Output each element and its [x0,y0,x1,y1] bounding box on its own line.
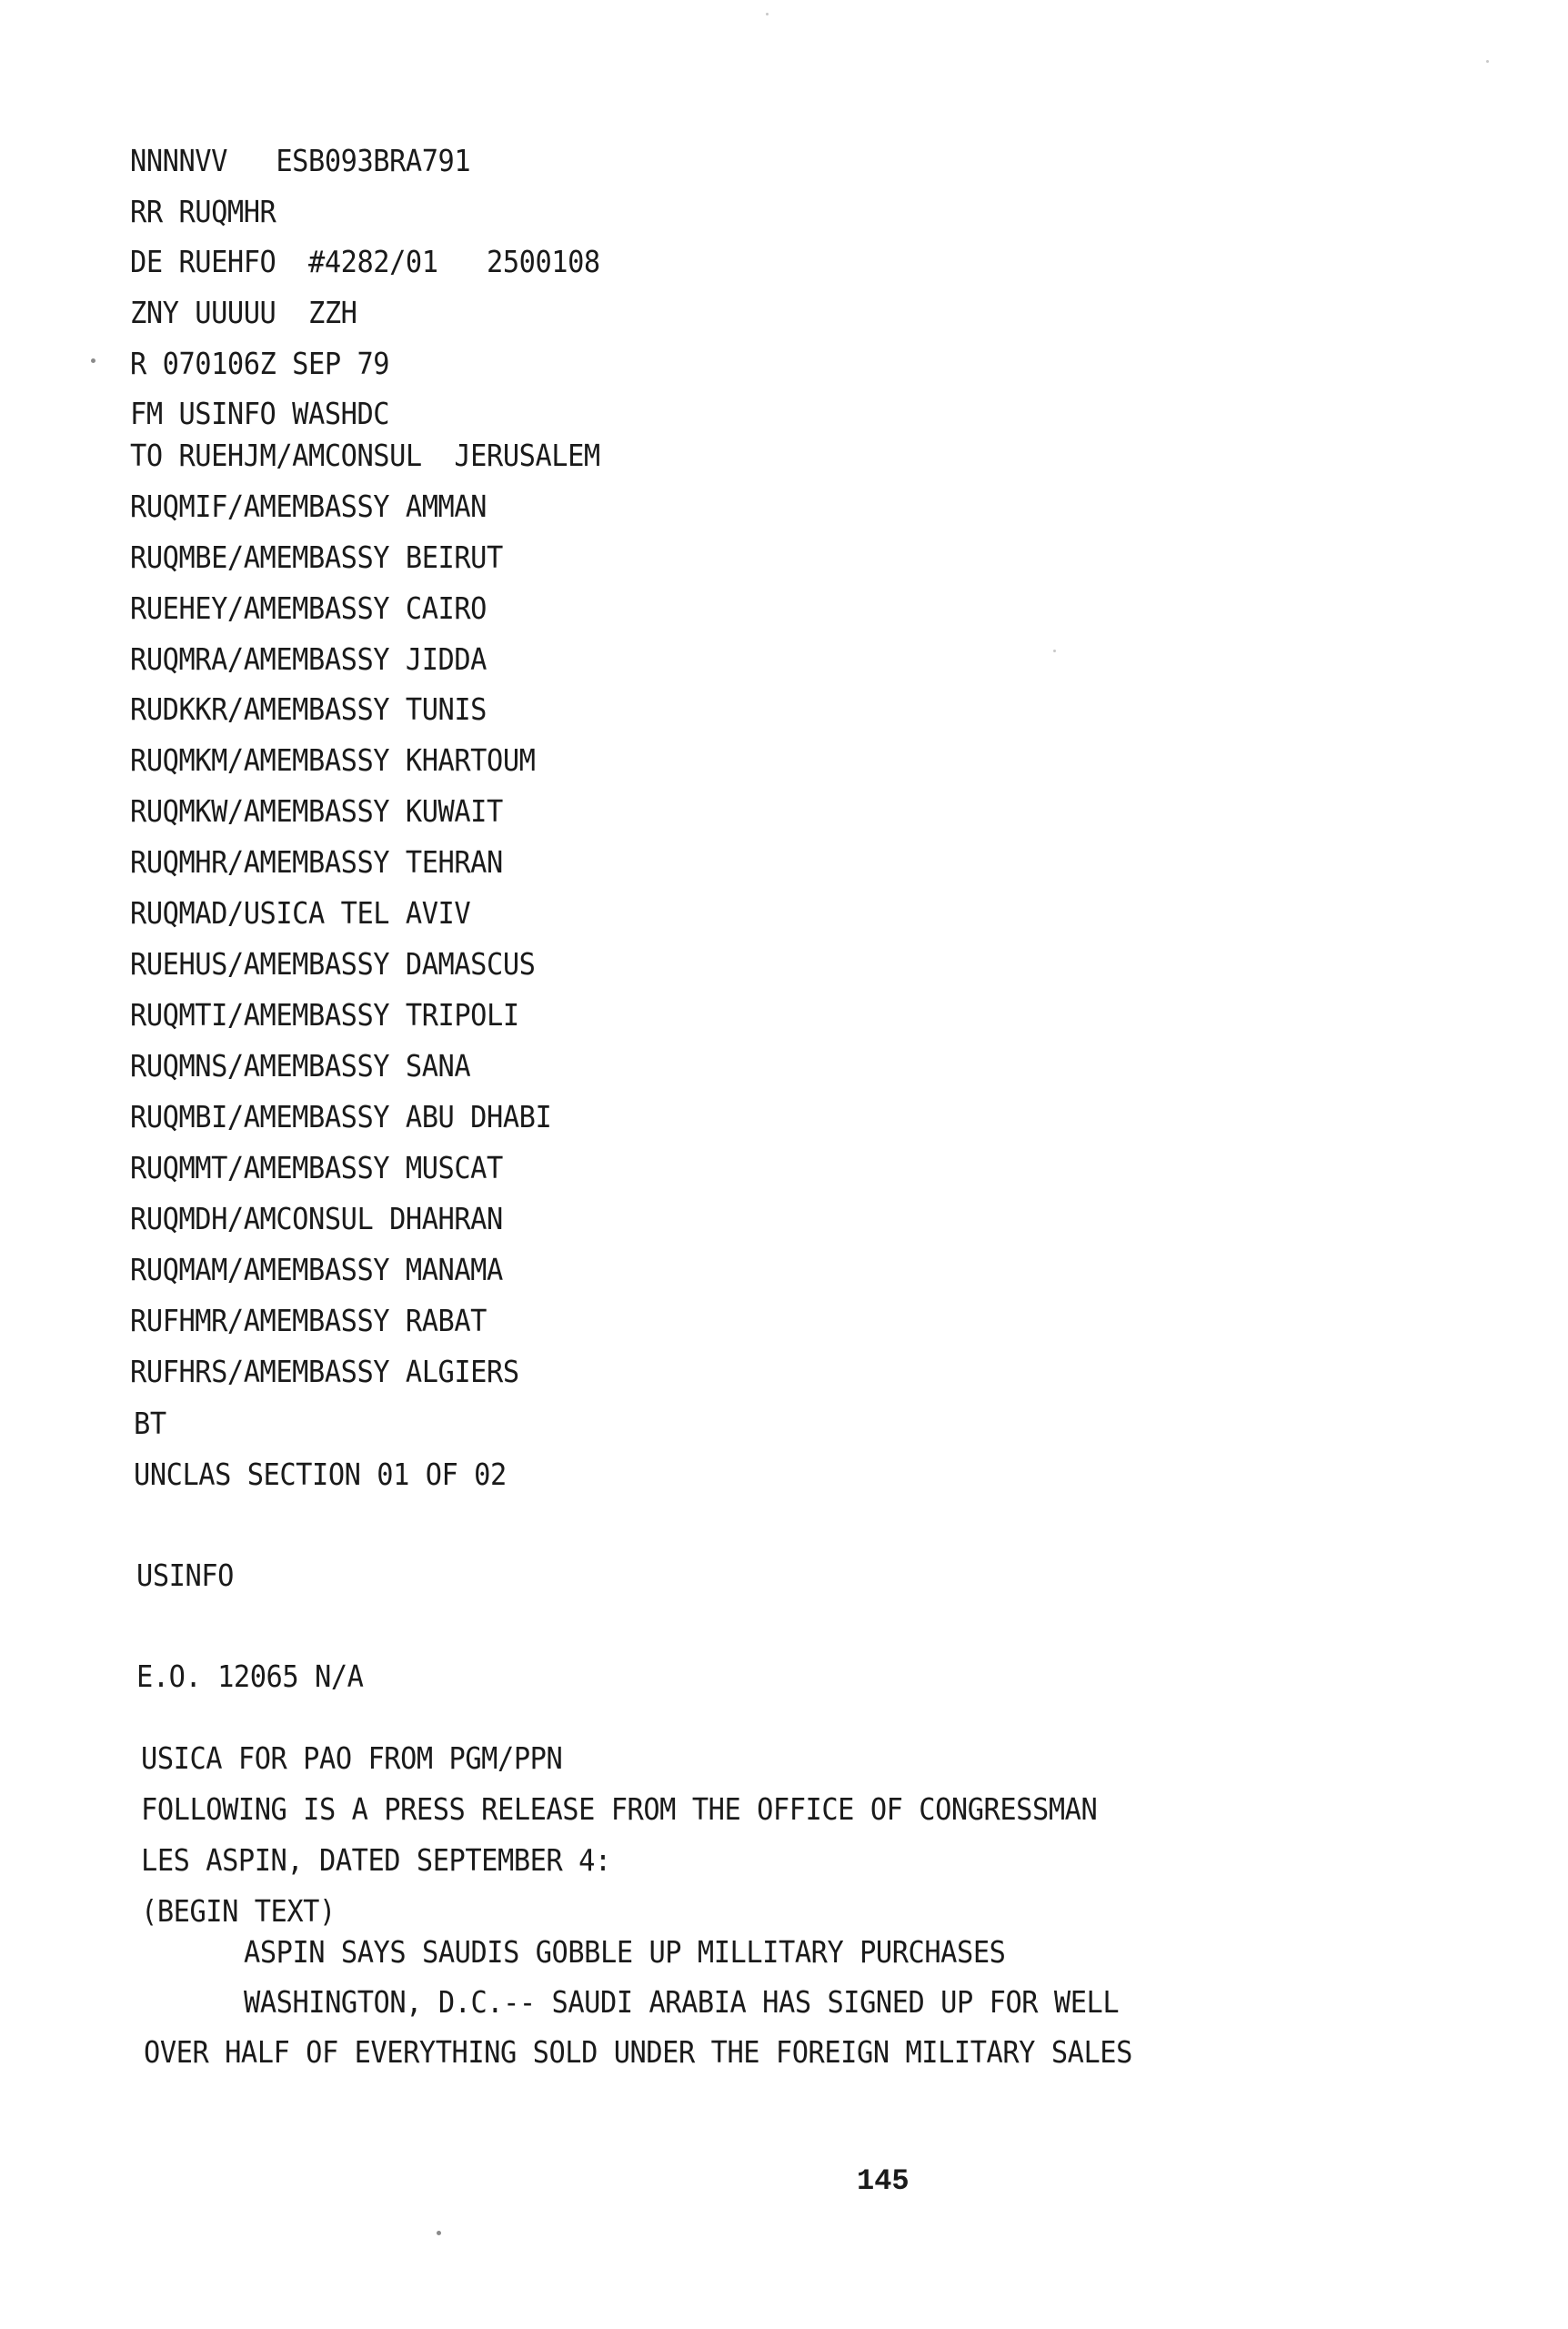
addressee-line: RUQMIF/AMEMBASSY AMMAN [130,489,487,524]
body-line-1: USICA FOR PAO FROM PGM/PPN [141,1740,563,1776]
addressee-line: RUQMAM/AMEMBASSY MANAMA [130,1252,503,1287]
addressee-line: RUQMNS/AMEMBASSY SANA [130,1048,471,1084]
scan-speck [437,2231,441,2235]
addressee-line: RUQMMT/AMEMBASSY MUSCAT [130,1150,503,1185]
paragraph-line-1: WASHINGTON, D.C.-- SAUDI ARABIA HAS SIGNED UP FOR WELL [244,1984,1120,2020]
bt-marker: BT [134,1406,166,1441]
routing-line-2: RR RUQMHR [130,194,276,229]
addressee-line: RUQMDH/AMCONSUL DHAHRAN [130,1201,503,1236]
from-line: FM USINFO WASHDC [130,396,390,431]
addressee-line: RUEHUS/AMEMBASSY DAMASCUS [130,946,536,982]
paragraph-line-2: OVER HALF OF EVERYTHING SOLD UNDER THE FOREIGN MILITARY SALES [144,2034,1132,2070]
press-release-headline: ASPIN SAYS SAUDIS GOBBLE UP MILLITARY PURCHASES [244,1934,1006,1970]
addressee-line: RUQMRA/AMEMBASSY JIDDA [130,641,487,677]
addressee-line: RUQMKM/AMEMBASSY KHARTOUM [130,742,536,778]
scan-speck [1053,650,1056,652]
eo-line: E.O. 12065 N/A [136,1659,364,1694]
addressee-line: RUQMHR/AMEMBASSY TEHRAN [130,844,503,880]
addressee-line: RUFHRS/AMEMBASSY ALGIERS [130,1354,519,1389]
addressee-line: RUQMKW/AMEMBASSY KUWAIT [130,793,503,829]
body-line-2: FOLLOWING IS A PRESS RELEASE FROM THE OFFICE OF CONGRESSMAN [141,1791,1098,1827]
body-line-3: LES ASPIN, DATED SEPTEMBER 4: [141,1842,611,1878]
page-number: 145 [857,2164,910,2198]
addressee-line: RUFHMR/AMEMBASSY RABAT [130,1303,487,1338]
addressee-line: RUQMBI/AMEMBASSY ABU DHABI [130,1099,552,1134]
routing-line-3: DE RUEHFO #4282/01 2500108 [130,244,600,279]
addressee-line: RUDKKR/AMEMBASSY TUNIS [130,691,487,727]
addressee-line: RUQMAD/USICA TEL AVIV [130,895,471,931]
usinfo-line: USINFO [136,1558,234,1593]
begin-text-marker: (BEGIN TEXT) [141,1893,336,1929]
classification-line: UNCLAS SECTION 01 OF 02 [134,1457,507,1492]
to-line: TO RUEHJM/AMCONSUL JERUSALEM [130,438,600,473]
addressee-line: RUEHEY/AMEMBASSY CAIRO [130,590,487,626]
routing-line-4: ZNY UUUUU ZZH [130,295,357,330]
scan-speck [1486,60,1489,63]
scan-speck [766,13,769,15]
routing-line-1: NNNNVV ESB093BRA791 [130,143,471,178]
date-time-group: R 070106Z SEP 79 [130,346,390,381]
scan-speck [91,358,95,363]
addressee-line: RUQMTI/AMEMBASSY TRIPOLI [130,997,519,1033]
addressee-line: RUQMBE/AMEMBASSY BEIRUT [130,539,503,575]
